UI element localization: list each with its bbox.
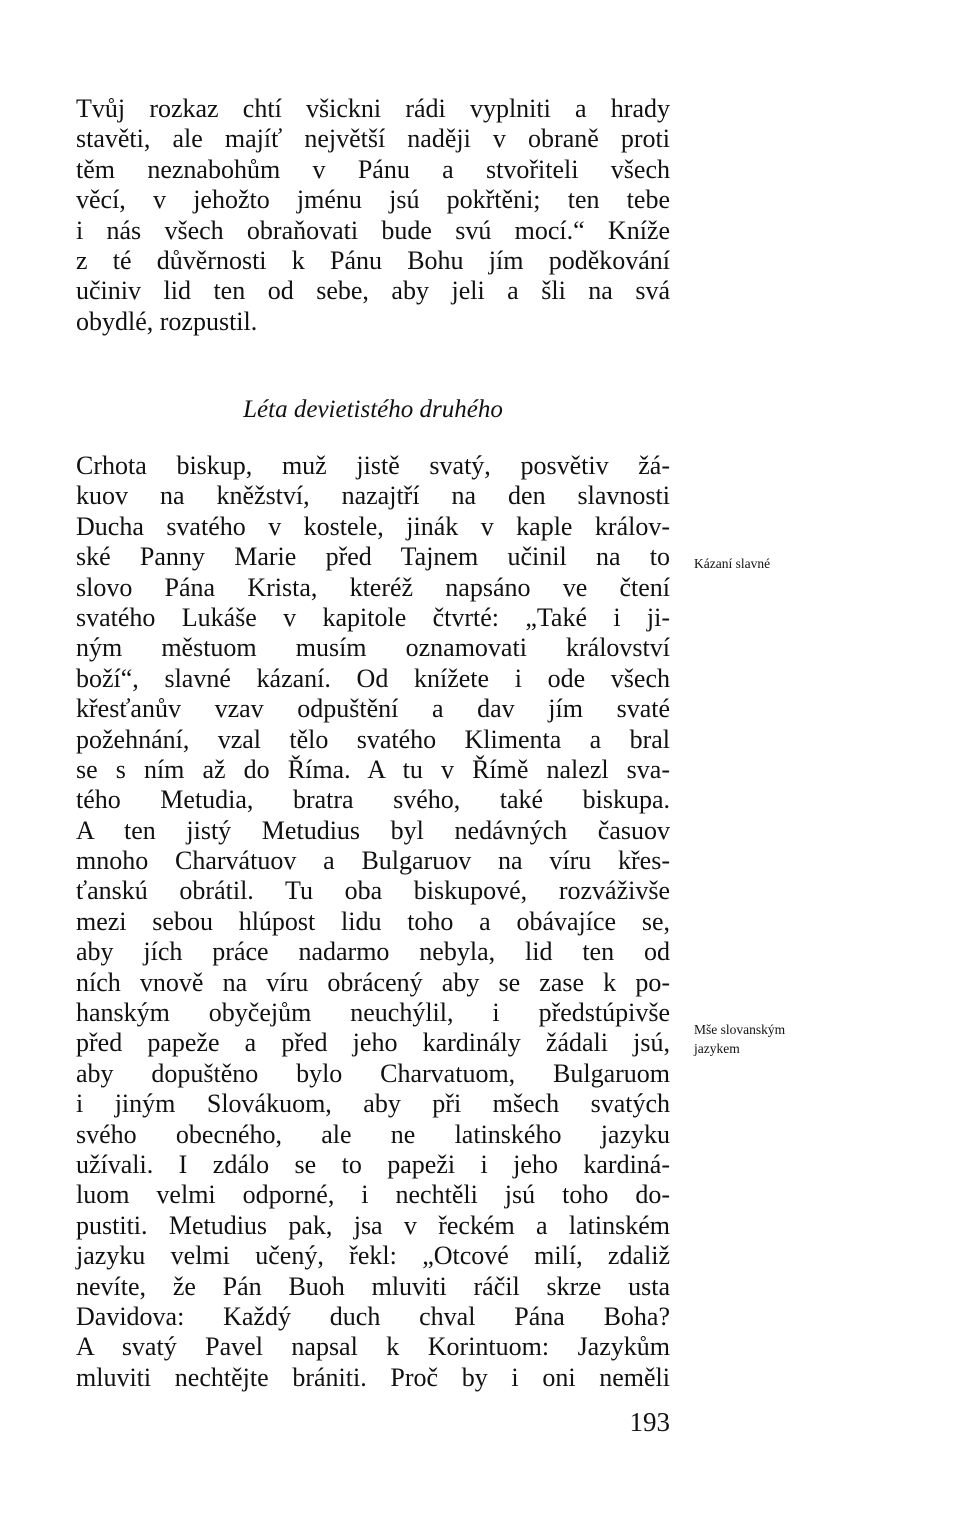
- margin-note-line: jazykem: [694, 1041, 740, 1056]
- page-number: 193: [629, 1407, 670, 1437]
- margin-note-line: Mše slovanským: [694, 1022, 786, 1037]
- text-line: obydlé, rozpustil.: [76, 306, 258, 336]
- text-line: učiniv lid ten od sebe, aby jeli a šli na svá: [76, 276, 670, 306]
- text-line: A ten jistý Metudius byl nedávných časuov: [76, 815, 670, 845]
- margin-note-sermon: [694, 554, 934, 573]
- text-line: svatého Lukáše v kapitole čtvrté: „Také i ji-: [76, 602, 670, 632]
- text-line: i jiným Slovákuom, aby při mšech svatých: [76, 1089, 670, 1119]
- text-line: slovo Pána Krista, kteréž napsáno ve čtení: [76, 572, 670, 602]
- text-line: těm neznabohům v Pánu a stvořiteli všech: [76, 154, 670, 184]
- text-line: mnoho Charvátuov a Bulgaruov na víru křes-: [76, 846, 670, 876]
- text-line: aby dopuštěno bylo Charvatuom, Bulgaruom: [76, 1058, 670, 1088]
- text-line: se s ním až do Říma. A tu v Římě nalezl sva-: [76, 754, 670, 784]
- margin-note-line: Kázaní slavné: [694, 556, 771, 571]
- text-line: mluviti nechtějte brániti. Proč by i oni neměli: [76, 1362, 670, 1392]
- text-line: věcí, v jehožto jménu jsú pokřtěni; ten tebe: [76, 185, 670, 215]
- text-line: Crhota biskup, muž jistě svatý, posvětiv žá-: [76, 451, 670, 480]
- text-line: stavěti, ale majíť největší naději v obraně proti: [76, 124, 670, 154]
- text-line: hanským obyčejům neuchýlil, i předstúpivše: [76, 998, 670, 1028]
- text-line: luom velmi odporné, i nechtěli jsú toho do-: [76, 1180, 670, 1210]
- text-line: tého Metudia, bratra svého, také biskupa.: [76, 785, 670, 815]
- paragraph-2: [76, 451, 670, 1393]
- text-line: jazyku velmi učený, řekl: „Otcové milí, zdaliž: [76, 1241, 670, 1271]
- section-heading: Léta devietistého druhého: [243, 396, 503, 423]
- margin-note-slavonic-mass: [694, 1020, 934, 1058]
- text-line: požehnání, vzal tělo svatého Klimenta a bral: [76, 724, 670, 754]
- text-line: ným městuom musím oznamovati království: [76, 633, 670, 663]
- text-line: pustiti. Metudius pak, jsa v řeckém a latinském: [76, 1210, 670, 1240]
- text-line: před papeže a před jeho kardinály žádali jsú,: [76, 1028, 670, 1058]
- paragraph-1: [76, 94, 670, 337]
- text-line: křesťanův vzav odpuštění a dav jím svaté: [76, 694, 670, 724]
- text-line: z té důvěrnosti k Pánu Bohu jím poděkování: [76, 245, 670, 275]
- text-line: boží“, slavné kázaní. Od knížete i ode všech: [76, 663, 670, 693]
- text-line: aby jích práce nadarmo nebyla, lid ten od: [76, 937, 670, 967]
- text-line: svého obecného, ale ne latinského jazyku: [76, 1119, 670, 1149]
- text-line: kuov na kněžství, nazajtří na den slavnosti: [76, 481, 670, 511]
- text-line: i nás všech obraňovati bude svú mocí.“ Kníže: [76, 215, 670, 245]
- text-line: ské Panny Marie před Tajnem učinil na to: [76, 542, 670, 572]
- text-line: Tvůj rozkaz chtí všickni rádi vyplniti a hrady: [76, 94, 670, 123]
- text-line: Ducha svatého v kostele, jinák v kaple králov-: [76, 511, 670, 541]
- text-line: A svatý Pavel napsal k Korintuom: Jazykům: [76, 1332, 670, 1362]
- text-line: mezi sebou hlúpost lidu toho a obávajíce se,: [76, 906, 670, 936]
- text-line: Davidova: Každý duch chval Pána Boha?: [76, 1301, 670, 1331]
- text-line: nevíte, že Pán Buoh mluviti ráčil skrze usta: [76, 1271, 670, 1301]
- text-line: ťanskú obrátil. Tu oba biskupové, rozváživše: [76, 876, 670, 906]
- text-line: užívali. I zdálo se to papeži i jeho kardiná-: [76, 1149, 670, 1179]
- text-line: ních vnově na víru obrácený aby se zase k po-: [76, 967, 670, 997]
